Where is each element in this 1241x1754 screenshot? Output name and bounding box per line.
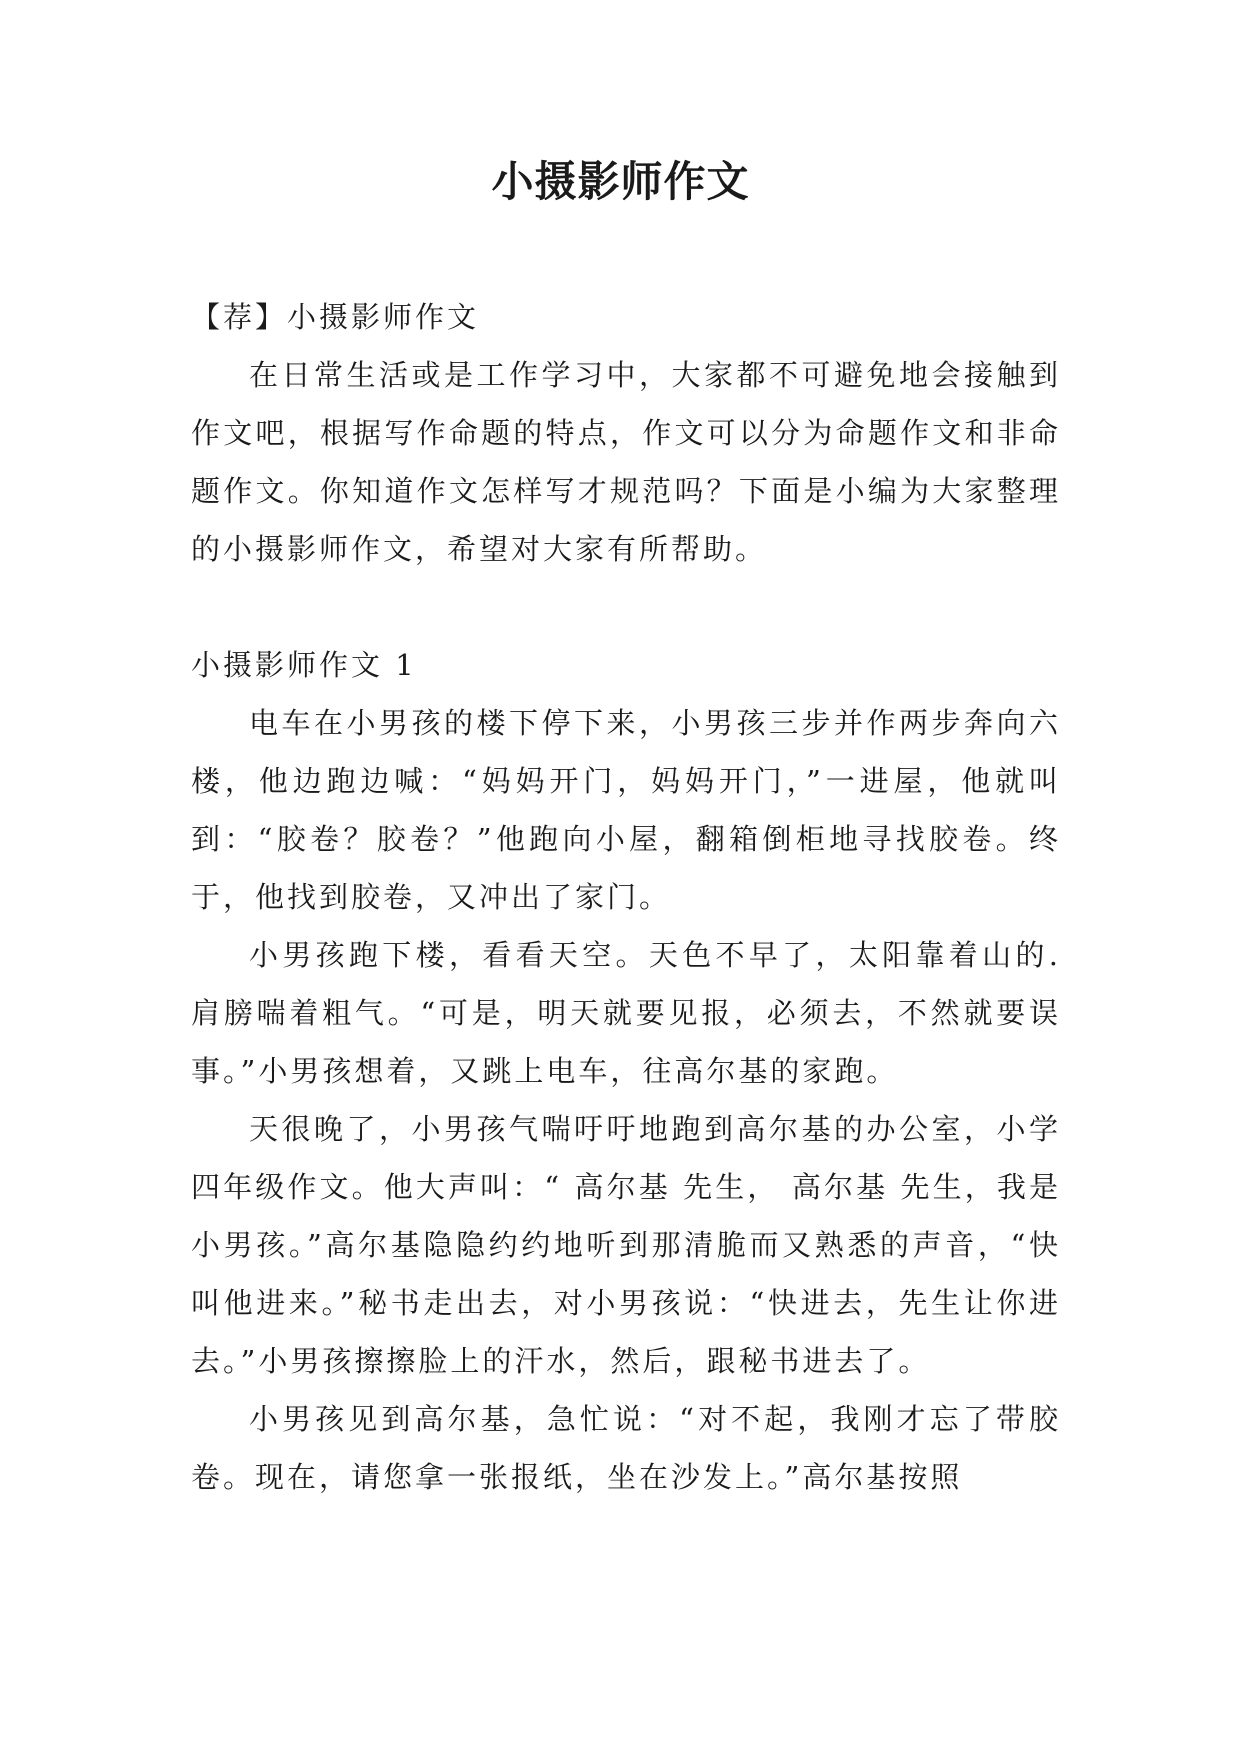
- body-paragraph: 小男孩跑下楼，看看天空。天色不早了，太阳靠着山的.肩膀喘着粗气。“可是，明天就要见报，必须去，不然就要误事。”小男孩想着，又跳上电车，往高尔基的家跑。: [191, 938, 1061, 1088]
- section-spacer: [191, 578, 1061, 636]
- body-paragraph: 电车在小男孩的楼下停下来，小男孩三步并作两步奔向六楼，他边跑边喊：“妈妈开门，妈妈开门，”一进屋，他就叫到：“胶卷？胶卷？”他跑向小屋，翻箱倒柜地寻找胶卷。终于，他找到胶卷，又冲出了家门。: [191, 706, 1061, 914]
- body-paragraph: 小男孩见到高尔基，急忙说：“对不起，我刚才忘了带胶卷。现在，请您拿一张报纸，坐在沙发上。”高尔基按照: [191, 1402, 1061, 1494]
- document-title: 小摄影师作文: [491, 157, 750, 206]
- intro-label: 【荐】小摄影师作文: [191, 300, 480, 334]
- document-body: [191, 288, 1061, 1506]
- intro-paragraph: 在日常生活或是工作学习中，大家都不可避免地会接触到作文吧，根据写作命题的特点，作文可以分为命题作文和非命题作文。你知道作文怎样写才规范吗？下面是小编为大家整理的小摄影师作文，希望对大家有所帮助。: [191, 358, 1061, 566]
- body-paragraph: 天很晚了，小男孩气喘吁吁地跑到高尔基的办公室，小学四年级作文。他大声叫：“ 高尔基 先生， 高尔基 先生，我是小男孩。”高尔基隐隐约约地听到那清脆而又熟悉的声音，“快叫他进来。”秘书走出去，对小男孩说：“快进去，先生让你进去。”小男孩擦擦脸上的汗水，然后，跟秘书进去了。: [191, 1112, 1061, 1378]
- section-heading: 小摄影师作文 1: [191, 648, 417, 682]
